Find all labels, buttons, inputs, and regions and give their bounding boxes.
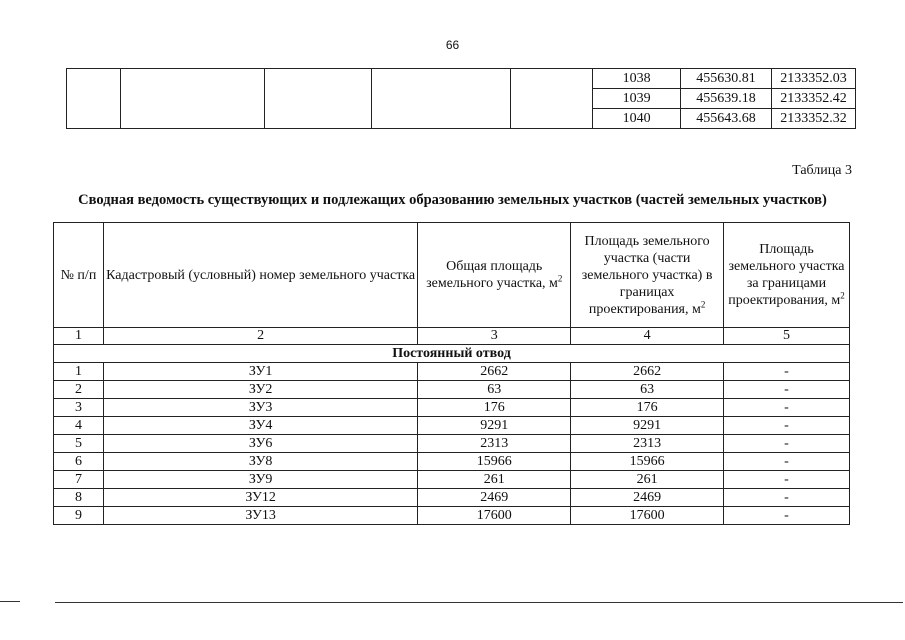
point-number: 1040 <box>593 109 681 129</box>
land-plots-summary-table <box>53 222 850 525</box>
header-total-area: Общая площадь земельного участка, $м^2$ <box>418 223 571 328</box>
coordinates-continuation-table <box>66 68 856 129</box>
page-number: 66 <box>445 38 460 52</box>
coord-x: 455639.18 <box>681 89 772 109</box>
section-row <box>54 345 850 363</box>
coord-x: 455643.68 <box>681 109 772 129</box>
coord-y: 2133352.42 <box>771 89 855 109</box>
header-cadastral-number: Кадастровый (условный) номер земельного участка <box>103 223 417 328</box>
column-numbers-row: 1 2 3 4 5 <box>54 328 850 345</box>
footer-rule <box>55 602 903 603</box>
table-row: 8 ЗУ12 2469 2469 - <box>54 489 850 507</box>
table-row: 5 ЗУ6 2313 2313 - <box>54 435 850 453</box>
table-row: 3 ЗУ3 176 176 - <box>54 399 850 417</box>
point-number: 1038 <box>593 69 681 89</box>
coord-y: 2133352.32 <box>771 109 855 129</box>
table-row <box>67 69 856 89</box>
table-row: 7 ЗУ9 261 261 - <box>54 471 850 489</box>
point-number: 1039 <box>593 89 681 109</box>
section-title: Постоянный отвод <box>54 345 850 363</box>
table-row: 9 ЗУ13 17600 17600 - <box>54 507 850 525</box>
table-row: 2 ЗУ2 63 63 - <box>54 381 850 399</box>
table-label: Таблица 3 <box>792 163 852 178</box>
table-row: 1 ЗУ1 2662 2662 - <box>54 363 850 381</box>
header-area-outside: Площадь земельного участка за границами проектирования, $м^2$ <box>724 223 850 328</box>
header-area-inside: Площадь земельного участка (части земельного участка) в границах проектирования, $м^2$ <box>571 223 724 328</box>
coord-x: 455630.81 <box>681 69 772 89</box>
header-number: № п/п <box>54 223 104 328</box>
table-row: 6 ЗУ8 15966 15966 - <box>54 453 850 471</box>
table-title: Сводная ведомость существующих и подлежащих образованию земельных участков (частей земельных участков) <box>78 192 827 208</box>
footer-dash <box>0 601 20 602</box>
table-row: 4 ЗУ4 9291 9291 - <box>54 417 850 435</box>
coord-y: 2133352.03 <box>771 69 855 89</box>
header-row <box>54 223 850 328</box>
